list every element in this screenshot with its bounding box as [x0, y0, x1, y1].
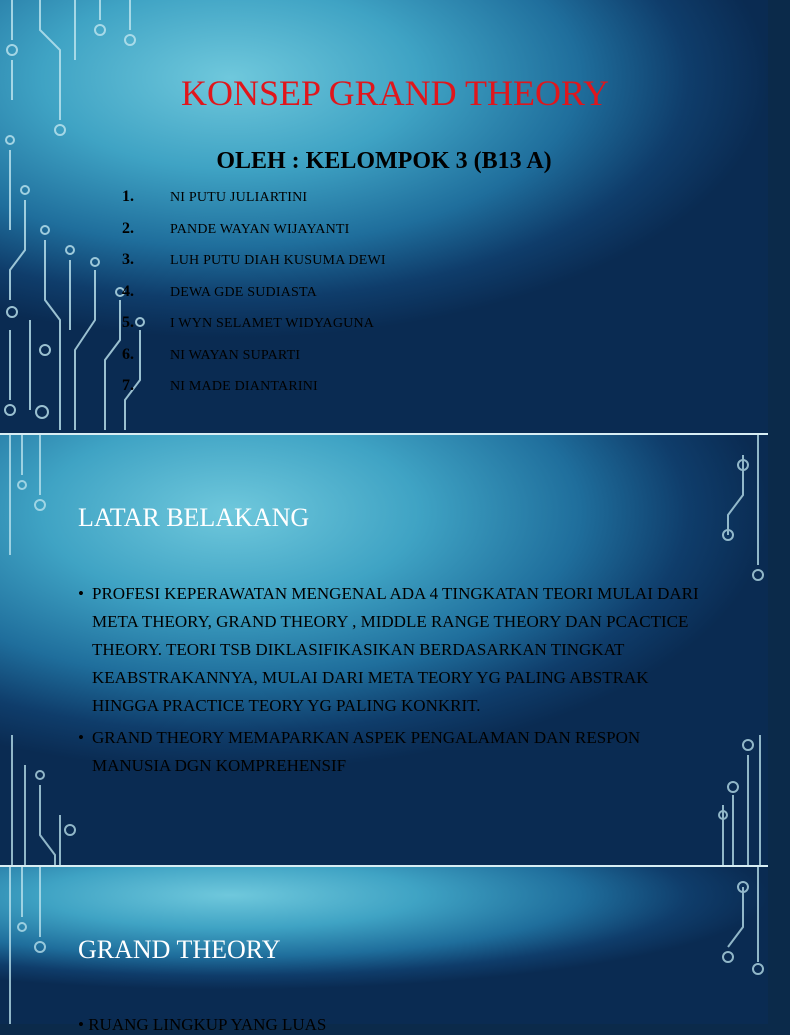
circuit-decoration-right: [688, 867, 768, 1024]
member-name: LUH PUTU DIAH KUSUMA DEWI: [170, 253, 386, 268]
list-item: [122, 220, 386, 252]
list-item: [122, 314, 386, 346]
bullet-item: • GRAND THEORY MEMAPARKAN ASPEK PENGALAMAN DAN RESPON MANUSIA DGN KOMPREHENSIF: [78, 724, 718, 780]
slide-3[interactable]: [0, 867, 768, 1034]
circuit-decoration-left: [0, 867, 80, 1024]
list-number: 2.: [122, 219, 134, 237]
list-item: [122, 346, 386, 378]
member-name: NI MADE DIANTARINI: [170, 379, 318, 394]
list-number: 7.: [122, 377, 134, 394]
list-item: [122, 251, 386, 283]
slide-1-title: KONSEP GRAND THEORY: [180, 73, 610, 113]
list-number: 6.: [122, 345, 134, 363]
slide-3-partial-bullet: • RUANG LINGKUP YANG LUAS: [78, 1015, 327, 1034]
member-name: NI WAYAN SUPARTI: [170, 347, 301, 363]
slide-2-heading: LATAR BELAKANG: [78, 503, 310, 532]
list-item: [122, 377, 386, 409]
member-list: [122, 188, 386, 409]
member-name: DEWA GDE SUDIASTA: [170, 284, 317, 300]
list-number: 1.: [122, 188, 134, 205]
member-name: I WYN SELAMET WIDYAGUNA: [170, 316, 375, 331]
slide-1[interactable]: [0, 0, 768, 433]
member-name: PANDE WAYAN WIJAYANTI: [170, 221, 350, 237]
list-number: 5.: [122, 314, 134, 331]
list-number: 3.: [122, 251, 134, 268]
list-item: [122, 188, 386, 220]
slide-2[interactable]: [0, 435, 768, 865]
list-number: 4.: [122, 282, 134, 300]
slide-1-subtitle: OLEH : KELOMPOK 3 (B13 A): [216, 148, 552, 174]
bullet-item: • PROFESI KEPERAWATAN MENGENAL ADA 4 TINGKATAN TEORI MULAI DARI META THEORY, GRAND THEORY , MIDDLE RANGE THEORY DAN PCACTICE THEORY. TEORI TSB DIKLASIFIKASIKAN BERDASARKAN TINGKAT KEABSTRAKANNYA, MULAI DARI META TEORY YG PALING ABSTRAK HINGGA PRACTICE TEORY YG PALING KONKRIT.: [78, 580, 718, 720]
member-name: NI PUTU JULIARTINI: [170, 190, 308, 205]
circuit-decoration-left: [0, 435, 90, 865]
slide-3-heading: GRAND THEORY: [78, 935, 281, 964]
bullet-list: [78, 580, 718, 784]
list-item: [122, 283, 386, 315]
